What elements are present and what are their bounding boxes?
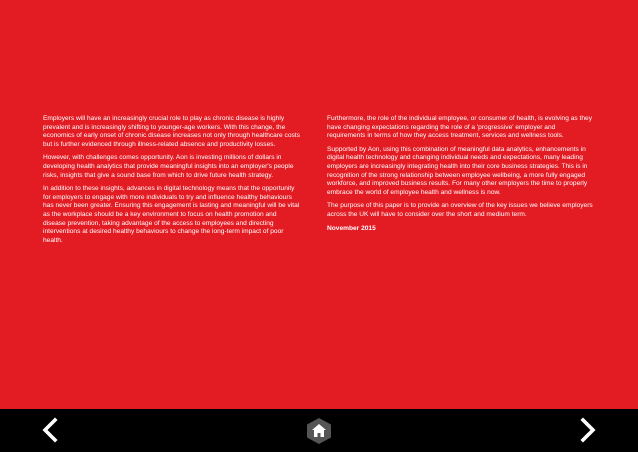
chevron-left-icon (38, 417, 64, 443)
next-page-button[interactable] (574, 417, 600, 443)
navigation-bar (0, 409, 638, 452)
right-column (327, 115, 593, 238)
home-button[interactable] (306, 417, 332, 445)
right-paragraph-2: Supported by Aon, using this combination of meaningful data analytics, enhancements in digital health technology and changing individual needs and expectations, many leading employers are increasingly integrating health into their core business strategies. This is in recognition of the strong relationship between employee wellbeing, a more fully engaged workforce, and improved business results. For many other employers the time to properly embrace the world of employee health and wellness is now. (327, 145, 588, 196)
publication-date: November 2015 (327, 224, 376, 232)
home-icon (306, 417, 332, 445)
previous-page-button[interactable] (38, 417, 64, 443)
chevron-right-icon (574, 417, 600, 443)
right-paragraph-3: The purpose of this paper is to provide an overview of the key issues we believe employers across the UK will have to consider over the short and medium term. (327, 202, 593, 218)
left-paragraph-3: In addition to these insights, advances in digital technology means that the opportunity for employers to engage with more individuals to try and influence healthy behaviours has never been greater. Ensuring this engagement is lasting and meaningful will be vital as the workplace should be a key environment to focus on health promotion and disease prevention, taking advantage of the access to employees and directing interventions at desired healthy behaviours to change the long-term impact of poor health. (43, 185, 300, 244)
left-paragraph-1: Employers will have an increasingly crucial role to play as chronic disease is highly prevalent and is increasingly shifting to younger-age workers. With this change, the economics of early onset of chronic disease increases not only through healthcare costs but is further evidenced through illness-related absence and productivity losses. (43, 115, 300, 148)
left-column (43, 115, 301, 250)
right-paragraph-1: Furthermore, the role of the individual employee, or consumer of health, is evolving as they have changing expectations regarding the role of a 'progressive' employer and requirements in terms of how they access treatment, services and wellness tools. (327, 115, 592, 140)
left-paragraph-2: However, with challenges comes opportunity. Aon is investing millions of dollars in developing health analytics that provide meaningful insights into an employer's people risks, insights that give a sound base from which to drive future health strategy. (43, 154, 294, 179)
